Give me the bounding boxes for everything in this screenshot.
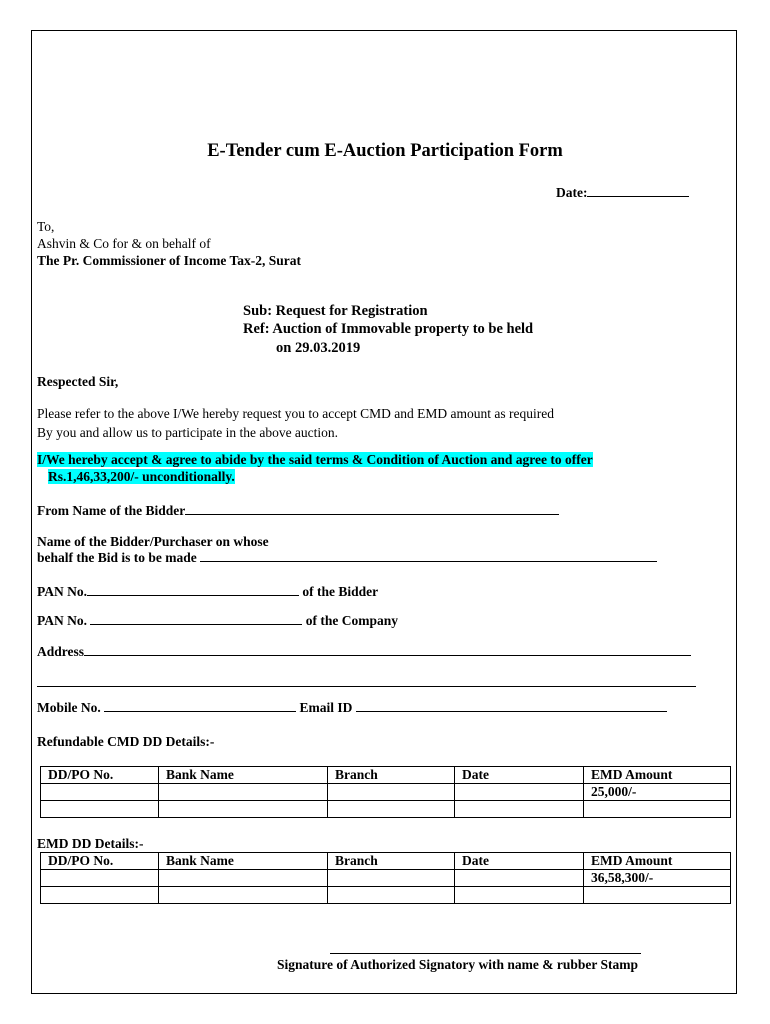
table-cell[interactable]	[41, 801, 159, 818]
cmd-col-amount: EMD Amount	[584, 767, 731, 784]
table-cell[interactable]	[41, 887, 159, 904]
emd-heading: EMD DD Details:-	[37, 836, 144, 851]
table-cell[interactable]	[328, 801, 455, 818]
table-row	[41, 784, 731, 801]
pan-company-suffix: of the Company	[305, 613, 399, 628]
agent-line: Ashvin & Co for & on behalf of	[37, 236, 211, 251]
emd-amount-cell: 36,58,300/-	[584, 870, 731, 887]
table-cell[interactable]	[455, 801, 584, 818]
table-cell[interactable]	[41, 870, 159, 887]
emd-table	[40, 852, 731, 904]
table-cell[interactable]	[328, 870, 455, 887]
bidder-name-field[interactable]	[37, 503, 559, 519]
cmd-col-date: Date	[455, 767, 584, 784]
emd-col-branch: Branch	[328, 853, 455, 870]
salutation: Respected Sir,	[37, 374, 119, 389]
signature-line[interactable]	[330, 953, 641, 954]
table-cell[interactable]	[41, 784, 159, 801]
subject-line: Sub: Request for Registration	[243, 303, 428, 319]
table-row	[41, 870, 731, 887]
address-blank-1[interactable]	[84, 654, 691, 656]
bidder-name-label: From Name of the Bidder	[37, 503, 186, 518]
table-cell[interactable]	[455, 887, 584, 904]
address-blank-2[interactable]	[37, 686, 696, 687]
table-cell[interactable]	[159, 887, 328, 904]
table-cell[interactable]	[455, 870, 584, 887]
pan-bidder-blank[interactable]	[87, 594, 299, 596]
address-label: Address	[37, 644, 85, 659]
table-row	[41, 887, 731, 904]
table-cell[interactable]	[328, 887, 455, 904]
table-cell[interactable]	[328, 784, 455, 801]
table-cell[interactable]	[159, 784, 328, 801]
cmd-col-bank: Bank Name	[159, 767, 328, 784]
cmd-col-branch: Branch	[328, 767, 455, 784]
pan-bidder-suffix: of the Bidder	[302, 584, 379, 599]
pan-bidder-field[interactable]	[37, 584, 378, 600]
table-row	[41, 801, 731, 818]
pan-company-label: PAN No.	[37, 613, 87, 628]
offer-line-2	[48, 469, 235, 485]
cmd-header-row	[41, 767, 731, 784]
form-title: E-Tender cum E-Auction Participation Form	[207, 141, 563, 161]
mobile-label: Mobile No.	[37, 700, 101, 715]
table-cell[interactable]	[159, 870, 328, 887]
emd-col-date: Date	[455, 853, 584, 870]
body-line-1: Please refer to the above I/We hereby request you to accept CMD and EMD amount as required	[37, 406, 554, 421]
offer-line-1	[37, 452, 593, 468]
mobile-blank[interactable]	[104, 710, 296, 712]
table-cell[interactable]	[455, 784, 584, 801]
pan-company-field[interactable]	[37, 613, 398, 629]
behalf-blank[interactable]	[200, 560, 657, 562]
cmd-col-ddpo: DD/PO No.	[41, 767, 159, 784]
offer-text-1: I/We hereby accept & agree to abide by the said terms & Condition of Auction and agree to offer	[37, 452, 593, 467]
table-cell[interactable]	[159, 801, 328, 818]
behalf-label-1: Name of the Bidder/Purchaser on whose	[37, 534, 269, 549]
signature-caption: Signature of Authorized Signatory with name & rubber Stamp	[277, 957, 639, 972]
addressee-line: The Pr. Commissioner of Income Tax-2, Surat	[37, 253, 302, 268]
address-field[interactable]	[37, 644, 691, 660]
cmd-amount-cell: 25,000/-	[584, 784, 731, 801]
reference-date: on 29.03.2019	[276, 340, 361, 356]
table-cell[interactable]	[584, 801, 731, 818]
reference-line: Ref: Auction of Immovable property to be held	[243, 321, 534, 337]
cmd-table	[40, 766, 731, 818]
date-field[interactable]	[556, 185, 689, 201]
contact-field[interactable]	[37, 700, 667, 716]
offer-text-2: Rs.1,46,33,200/- unconditionally.	[48, 469, 235, 484]
emd-col-ddpo: DD/PO No.	[41, 853, 159, 870]
cmd-heading: Refundable CMD DD Details:-	[37, 734, 215, 749]
table-cell[interactable]	[584, 887, 731, 904]
email-label: Email ID	[299, 700, 353, 715]
date-label: Date:	[556, 185, 588, 200]
body-line-2: By you and allow us to participate in the above auction.	[37, 425, 339, 440]
date-blank[interactable]	[587, 195, 689, 197]
pan-company-blank[interactable]	[90, 623, 302, 625]
emd-col-bank: Bank Name	[159, 853, 328, 870]
emd-col-amount: EMD Amount	[584, 853, 731, 870]
behalf-label-2: behalf the Bid is to be made	[37, 550, 197, 565]
email-blank[interactable]	[356, 710, 667, 712]
behalf-field[interactable]	[37, 550, 657, 566]
bidder-name-blank[interactable]	[185, 513, 559, 515]
emd-header-row	[41, 853, 731, 870]
pan-bidder-label: PAN No.	[37, 584, 87, 599]
to-line: To,	[37, 219, 55, 234]
